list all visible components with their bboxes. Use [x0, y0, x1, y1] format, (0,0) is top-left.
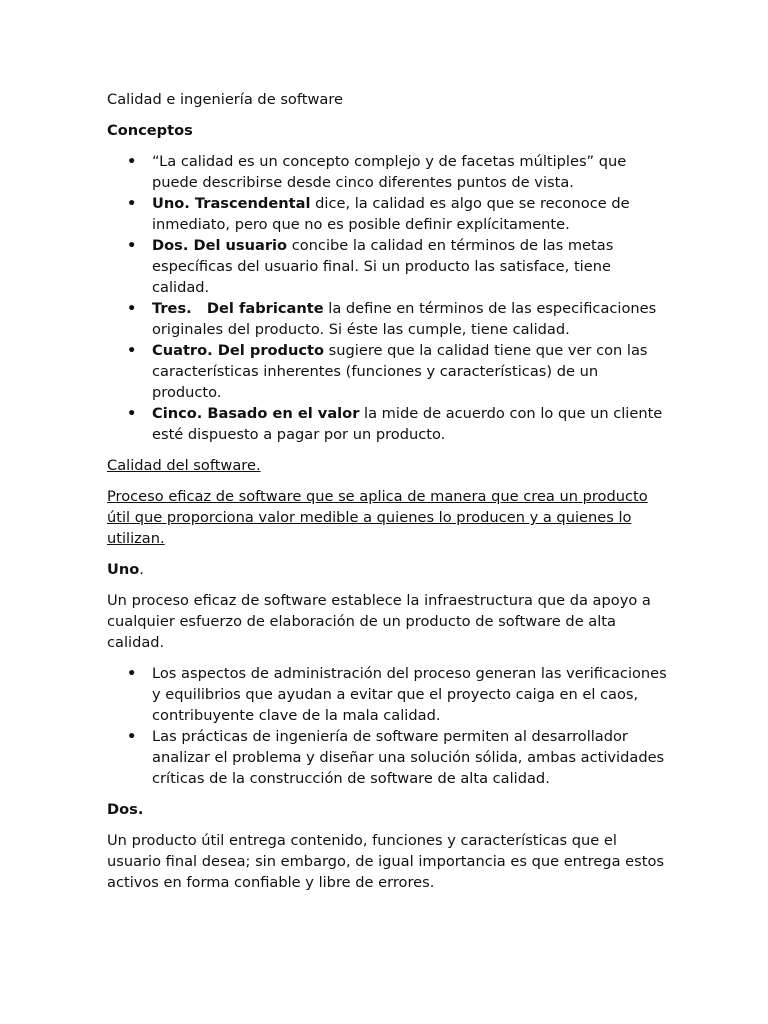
uno-paragraph: Un proceso eficaz de software establece la infraestructura que da apoyo a cualquier esfuerzo de elaboración de un producto de software de alta calidad.	[107, 592, 651, 651]
list-item-lead: Dos. Del usuario	[152, 237, 288, 254]
concepts-list	[107, 151, 667, 445]
list-item-text: Las prácticas de ingeniería de software permiten al desarrollador analizar el problema y diseñar una solución sólida, ambas actividades críticas de la construcción de software de alta calidad.	[152, 728, 665, 787]
list-item	[107, 403, 667, 445]
document-title: Calidad e ingeniería de software	[107, 91, 343, 108]
software-quality-heading	[107, 455, 667, 476]
list-item-text: dice, la calidad es algo que se reconoce de inmediato, pero que no es posible definir explícitamente.	[152, 195, 630, 233]
uno-heading-label: Uno	[107, 561, 140, 578]
list-item	[107, 663, 667, 726]
list-item	[107, 726, 667, 789]
uno-list	[107, 663, 667, 789]
section-heading-dos: Dos.	[107, 801, 144, 818]
list-item	[107, 151, 667, 193]
list-item-text: concibe la calidad en términos de las metas específicas del usuario final. Si un producto las satisface, tiene calidad.	[152, 237, 614, 296]
uno-heading-suffix: .	[139, 561, 144, 578]
software-quality-definition-text: Proceso eficaz de software que se aplica de manera que crea un producto útil que proporciona valor medible a quienes lo producen y a quienes lo utilizan.	[107, 488, 648, 547]
list-item-text: “La calidad es un concepto complejo y de facetas múltiples” que puede describirse desde cinco diferentes puntos de vista.	[152, 153, 627, 191]
list-item-lead: Cinco. Basado en el valor	[152, 405, 360, 422]
list-item-lead: Uno. Trascendental	[152, 195, 311, 212]
list-item	[107, 298, 667, 340]
list-item-text: Los aspectos de administración del proceso generan las verificaciones y equilibrios que ayudan a evitar que el proyecto caiga en el caos, contribuyente clave de la mala calidad.	[152, 665, 667, 724]
list-item	[107, 235, 667, 298]
document-body	[107, 89, 667, 903]
dos-paragraph: Un producto útil entrega contenido, funciones y características que el usuario final desea; sin embargo, de igual importancia es que entrega estos activos en forma confiable y libre de errores.	[107, 832, 664, 891]
software-quality-definition	[107, 486, 667, 549]
list-item-text: sugiere que la calidad tiene que ver con las características inherentes (funciones y características) de un producto.	[152, 342, 648, 401]
list-item	[107, 193, 667, 235]
list-item	[107, 340, 667, 403]
list-item-text: la mide de acuerdo con lo que un cliente esté dispuesto a pagar por un producto.	[152, 405, 663, 443]
list-item-lead: Cuatro. Del producto	[152, 342, 325, 359]
section-heading-conceptos: Conceptos	[107, 122, 193, 139]
section-heading-uno	[107, 559, 667, 580]
list-item-lead: Tres. Del fabricante	[152, 300, 324, 317]
software-quality-heading-text: Calidad del software.	[107, 457, 261, 474]
list-item-text: la define en términos de las especificaciones originales del producto. Si éste las cumple, tiene calidad.	[152, 300, 657, 338]
